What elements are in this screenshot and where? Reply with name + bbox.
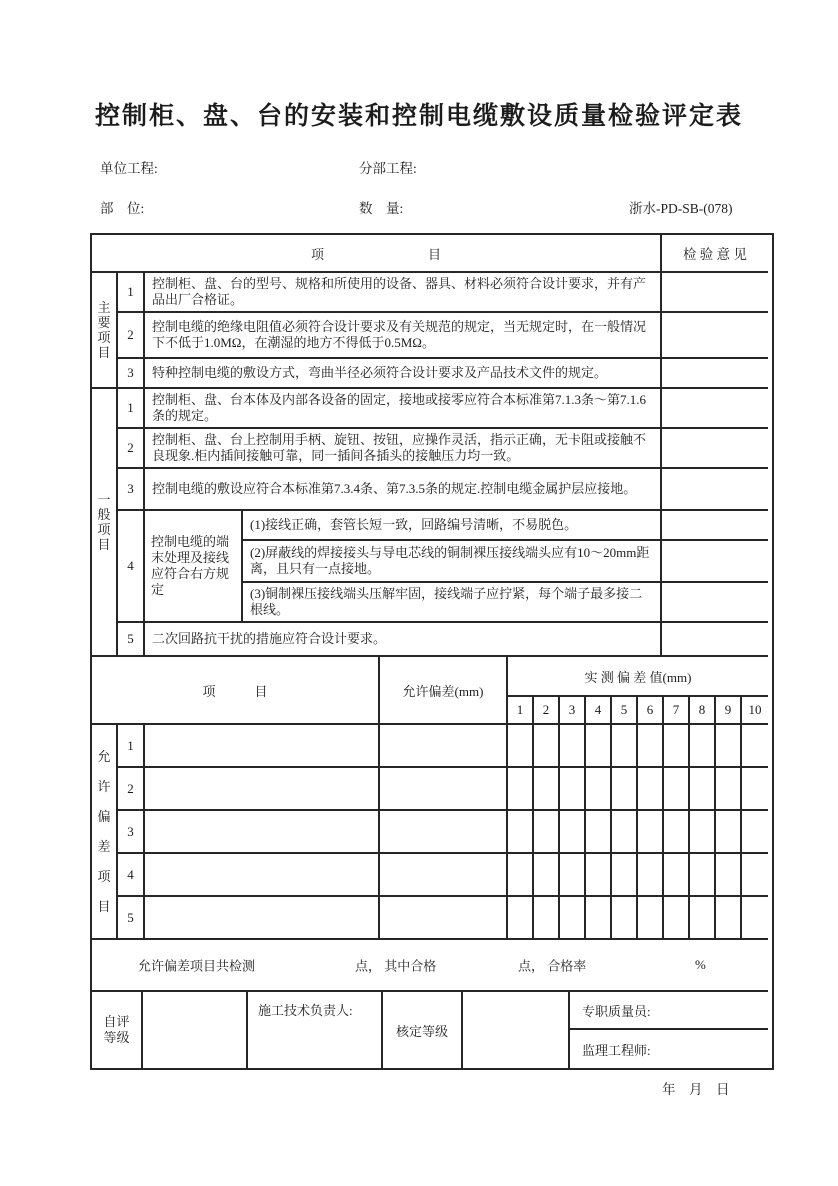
general-row: [118, 429, 768, 469]
form-number: 浙水-PD-SB-(078): [629, 201, 733, 216]
item-number: 1: [118, 389, 145, 429]
measure-cell[interactable]: [586, 725, 612, 768]
general-items-label-cell: [92, 389, 118, 657]
measure-cell[interactable]: [742, 725, 768, 768]
table-header-row: [92, 235, 772, 273]
approved-grade-label: 核定等级: [395, 1023, 448, 1039]
measured-col-header: 9: [716, 697, 742, 725]
measure-cell[interactable]: [612, 854, 638, 897]
measure-cell[interactable]: [742, 811, 768, 854]
measured-col-header: 8: [690, 697, 716, 725]
measure-cell[interactable]: [560, 811, 586, 854]
main-items-section: [92, 273, 772, 389]
measure-cell[interactable]: [664, 897, 690, 940]
summary-qualified-label: 点， 其中合格: [355, 958, 437, 974]
measure-cell[interactable]: [560, 854, 586, 897]
measure-cell[interactable]: [586, 811, 612, 854]
inspection-opinion-cell[interactable]: [662, 273, 768, 313]
measure-cell[interactable]: [664, 725, 690, 768]
measure-cell[interactable]: [664, 854, 690, 897]
deviation-body: [92, 725, 772, 940]
item-number: 1: [118, 273, 145, 313]
footer-section: [92, 992, 772, 1068]
deviation-row: [118, 768, 768, 811]
item-number: 5: [118, 897, 145, 940]
measure-cell[interactable]: [716, 854, 742, 897]
measure-cell[interactable]: [716, 725, 742, 768]
quantity-label: 数 量:: [359, 201, 404, 216]
measured-col-header: 6: [638, 697, 664, 725]
general-items-section: [92, 389, 772, 657]
summary-checked-label: 允许偏差项目共检测: [138, 958, 256, 974]
measure-cell[interactable]: [508, 725, 534, 768]
measure-cell[interactable]: [638, 725, 664, 768]
deviation-item-cell[interactable]: [145, 768, 380, 811]
measure-cell[interactable]: [690, 854, 716, 897]
measure-cell[interactable]: [690, 811, 716, 854]
measure-cell[interactable]: [742, 854, 768, 897]
measured-col-header: 10: [742, 697, 768, 725]
measured-col-header: 7: [664, 697, 690, 725]
inspection-opinion-cell[interactable]: [662, 429, 768, 469]
measure-cell[interactable]: [690, 768, 716, 811]
measure-cell[interactable]: [664, 811, 690, 854]
page-title: 控制柜、盘、台的安装和控制电缆敷设质量检验评定表: [94, 102, 743, 130]
deviation-item-cell[interactable]: [145, 897, 380, 940]
main-items-label: 主要项目: [97, 300, 111, 360]
summary-row: [92, 940, 772, 992]
measure-cell[interactable]: [534, 854, 560, 897]
item-number: 5: [118, 623, 145, 657]
measure-cell[interactable]: [560, 897, 586, 940]
measured-col-header: 5: [612, 697, 638, 725]
item-number: 3: [118, 469, 145, 511]
allowed-value-cell[interactable]: [380, 768, 508, 811]
summary-percent: %: [695, 957, 706, 972]
measured-col-header: 1: [508, 697, 534, 725]
part-label: 部 位:: [100, 201, 145, 216]
measure-cell[interactable]: [612, 897, 638, 940]
main-row: [118, 359, 768, 389]
measure-cell[interactable]: [534, 811, 560, 854]
measure-cell[interactable]: [638, 897, 664, 940]
item-number: 4: [118, 511, 145, 623]
item-number: 4: [118, 854, 145, 897]
allowed-value-cell[interactable]: [380, 854, 508, 897]
deviation-item-cell[interactable]: [145, 854, 380, 897]
measure-cell[interactable]: [508, 768, 534, 811]
inspection-opinion-cell[interactable]: [662, 511, 768, 541]
deviation-row: [118, 811, 768, 854]
general-items-label: 一般项目: [97, 492, 111, 552]
sub-row: [243, 511, 768, 541]
measure-cell[interactable]: [586, 768, 612, 811]
sub-item-text: (2)屏蔽线的焊接接头与导电芯线的铜制裸压接线端头应有10～20mm距离，且只有一点接地。: [243, 541, 662, 583]
measure-cell[interactable]: [690, 725, 716, 768]
supervisor-label: 监理工程师:: [582, 1042, 651, 1058]
approved-grade-value-cell[interactable]: [463, 992, 570, 1068]
measure-cell[interactable]: [716, 897, 742, 940]
main-items-label-cell: [92, 273, 118, 389]
general-row: [118, 623, 768, 657]
measured-cols-row: [508, 697, 768, 725]
deviation-items-label: 允许偏差项目: [97, 748, 111, 914]
measure-cell[interactable]: [586, 897, 612, 940]
measure-cell[interactable]: [742, 768, 768, 811]
deviation-row: [118, 897, 768, 940]
inspection-opinion-cell[interactable]: [662, 389, 768, 429]
date-line: 年 月 日: [662, 1082, 730, 1097]
measure-cell[interactable]: [560, 725, 586, 768]
allowed-value-cell[interactable]: [380, 897, 508, 940]
qc-officer-label: 专职质量员:: [582, 1003, 651, 1019]
item-text: 控制柜、盘、台上控制用手柄、旋钮、按钮，应操作灵活，指示正确，无卡阻或接触不良现象.柜内插间接触可靠，同一插间各插头的接触压力均一致。: [145, 429, 662, 469]
measure-cell[interactable]: [612, 725, 638, 768]
main-row: [118, 313, 768, 359]
item-number: 3: [118, 359, 145, 389]
deviation-row: [118, 725, 768, 768]
division-project-label: 分部工程:: [359, 161, 417, 176]
measure-cell[interactable]: [742, 897, 768, 940]
tech-lead-cell[interactable]: [248, 992, 383, 1068]
measure-cell[interactable]: [612, 768, 638, 811]
allowed-value-cell[interactable]: [380, 811, 508, 854]
measure-cell[interactable]: [534, 897, 560, 940]
self-grade-label: 自评等级: [103, 1014, 130, 1045]
item-text: 特种控制电缆的敷设方式，弯曲半径必须符合设计要求及产品技术文件的规定。: [145, 359, 662, 389]
measure-cell[interactable]: [716, 768, 742, 811]
sub-item-text: (3)铜制裸压接线端头压解牢固，接线端子应拧紧，每个端子最多接二根线。: [243, 583, 662, 623]
measure-cell[interactable]: [638, 854, 664, 897]
header-item-cell: 项 目: [92, 235, 662, 273]
measure-cell[interactable]: [508, 854, 534, 897]
measure-cell[interactable]: [586, 854, 612, 897]
measured-deviation-header: 实 测 偏 差 值(mm): [508, 657, 768, 697]
self-grade-value-cell[interactable]: [143, 992, 248, 1068]
inspection-opinion-cell[interactable]: [662, 469, 768, 511]
item-text: 控制柜、盘、台本体及内部各设备的固定，接地或接零应符合本标准第7.1.3条～第7.1.6条的规定。: [145, 389, 662, 429]
inspection-opinion-cell[interactable]: [662, 541, 768, 583]
measure-cell[interactable]: [560, 768, 586, 811]
sub-row: [243, 541, 768, 583]
item-number: 1: [118, 725, 145, 768]
main-row: [118, 273, 768, 313]
qc-officer-cell[interactable]: [570, 992, 768, 1030]
measure-cell[interactable]: [638, 768, 664, 811]
general-row-4: [118, 511, 768, 623]
measure-cell[interactable]: [664, 768, 690, 811]
measure-cell[interactable]: [534, 725, 560, 768]
deviation-header: [92, 657, 772, 725]
item-text: 控制电缆的绝缘电阻值必须符合设计要求及有关规范的规定，当无规定时，在一般情况下不低于1.0MΩ，在潮湿的地方不得低于0.5MΩ。: [145, 313, 662, 359]
sub-item-text: (1)接线正确，套管长短一致，回路编号清晰，不易脱色。: [243, 511, 662, 541]
measure-cell[interactable]: [690, 897, 716, 940]
deviation-item-cell[interactable]: [145, 811, 380, 854]
measure-cell[interactable]: [508, 897, 534, 940]
item4-label-cell: 控制电缆的端末处理及接线应符合右方规定: [145, 511, 243, 623]
inspection-opinion-cell[interactable]: [662, 359, 768, 389]
deviation-item-header: 项 目: [92, 657, 380, 725]
inspection-opinion-cell[interactable]: [662, 583, 768, 623]
tech-lead-label: 施工技术负责人:: [258, 1003, 353, 1018]
item-text: 控制电缆的敷设应符合本标准第7.3.4条、第7.3.5条的规定.控制电缆金属护层应接地。: [145, 469, 662, 511]
measure-cell[interactable]: [716, 811, 742, 854]
measured-col-header: 3: [560, 697, 586, 725]
item-number: 3: [118, 811, 145, 854]
measure-cell[interactable]: [508, 811, 534, 854]
approved-grade-label-cell: [383, 992, 463, 1068]
measured-col-header: 2: [534, 697, 560, 725]
measure-cell[interactable]: [534, 768, 560, 811]
supervisor-cell[interactable]: [570, 1030, 768, 1068]
item-text: 控制柜、盘、台的型号、规格和所使用的设备、器具、材料必须符合设计要求，并有产品出厂合格证。: [145, 273, 662, 313]
summary-rate-label: 点， 合格率: [518, 958, 587, 974]
deviation-items-label-cell: [92, 725, 118, 940]
general-row: [118, 389, 768, 429]
item-number: 2: [118, 429, 145, 469]
measured-col-header: 4: [586, 697, 612, 725]
allowed-deviation-header: 允许偏差(mm): [380, 657, 508, 725]
measure-cell[interactable]: [638, 811, 664, 854]
inspection-opinion-cell[interactable]: [662, 313, 768, 359]
sub-row: [243, 583, 768, 623]
self-grade-label-cell: [92, 992, 143, 1068]
item-number: 2: [118, 768, 145, 811]
item-text: 二次回路抗干扰的措施应符合设计要求。: [145, 623, 662, 657]
deviation-row: [118, 854, 768, 897]
deviation-item-cell[interactable]: [145, 725, 380, 768]
header-opinion-cell: 检 验 意 见: [662, 235, 768, 273]
inspection-opinion-cell[interactable]: [662, 623, 768, 657]
quality-table: [90, 233, 774, 1070]
item-number: 2: [118, 313, 145, 359]
measure-cell[interactable]: [612, 811, 638, 854]
allowed-value-cell[interactable]: [380, 725, 508, 768]
unit-project-label: 单位工程:: [100, 161, 158, 176]
general-row: [118, 469, 768, 511]
